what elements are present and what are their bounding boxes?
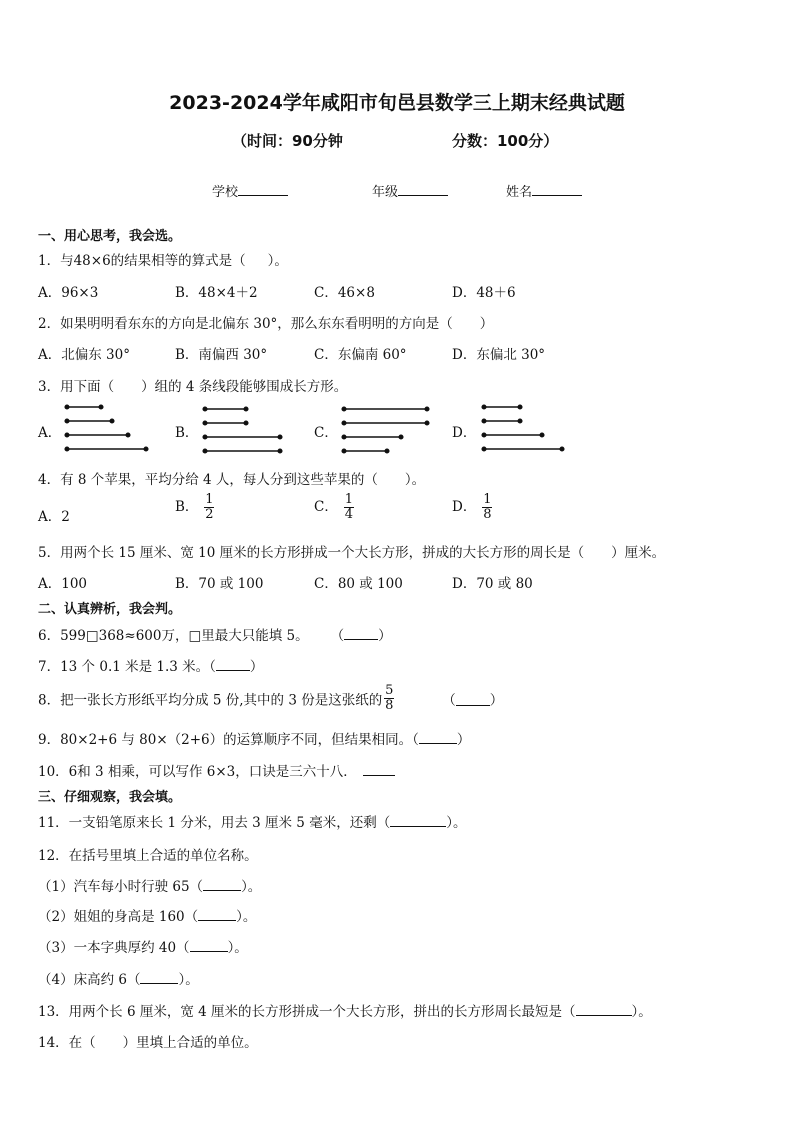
question-7: 7．13 个 0.1 米是 1.3 米。（ ） [38,659,264,675]
q12-item: （2）姐姐的身高是 160（ ）。 [38,909,257,925]
q5-option-a[interactable]: A．100 [38,576,88,592]
time-label: （时间：90分钟 [232,132,343,150]
fraction: $\frac{1}{4}$ [344,492,353,522]
question-9: 9．80×2+6 与 80×（2+6）的运算顺序不同，但结果相同。（ ） [38,732,471,748]
fraction: $\frac{5}{8}$ [385,683,394,713]
question-3: 3．用下面（ ）组的 4 条线段能够围成长方形。 [38,379,348,395]
question-10: 10．6和 3 相乘，可以写作 6×3，口诀是三六十八． [38,760,395,780]
answer-blank[interactable] [419,730,457,744]
section-heading: 三、仔细观察，我会填。 [38,790,182,805]
q3-option-b[interactable]: B． [175,425,199,441]
q2-option-d[interactable]: D．东偏北 30° [452,347,546,363]
answer-blank[interactable] [363,762,395,776]
name-field[interactable] [506,181,582,200]
q5-option-c[interactable]: C．80 或 100 [314,576,403,592]
question-5: 5．用两个长 15 厘米、宽 10 厘米的长方形拼成一个大长方形，拼成的大长方形的周长是（ ）厘米。 [38,545,666,561]
q1-option-a[interactable]: A．96×3 [38,285,99,301]
section-heading: 二、认真辨析，我会判。 [38,602,182,617]
q4-option-d[interactable]: D． $\frac{1}{8}$ [452,492,492,522]
fraction: $\frac{1}{2}$ [205,492,214,522]
answer-blank[interactable] [390,813,446,827]
q5-option-b[interactable]: B．70 或 100 [175,576,264,592]
name-label: 姓名 [506,185,533,200]
question-14: 14．在（ ）里填上合适的单位。 [38,1035,258,1051]
question-4: 4．有 8 个苹果，平均分给 4 人，每人分到这些苹果的（ ）。 [38,472,426,488]
answer-blank[interactable] [216,657,250,671]
question-8: 8．把一张长方形纸平均分成 5 份,其中的 3 份是这张纸的 $\frac{5}{8}$ （ ） [38,683,504,713]
segment-group-b [198,402,298,458]
q5-option-d[interactable]: D．70 或 80 [452,576,533,592]
question-13: 13．用两个长 6 厘米，宽 4 厘米的长方形拼成一个大长方形，拼出的长方形周长最短是（ ）。 [38,1004,652,1020]
q3-option-d[interactable]: D． [452,425,477,441]
q2-option-a[interactable]: A．北偏东 30° [38,347,130,363]
q1-option-c[interactable]: C．46×8 [314,285,375,301]
q3-option-c[interactable]: C． [314,425,338,441]
q12-item: （1）汽车每小时行驶 65（ ）。 [38,879,262,895]
question-2: 2．如果明明看东东的方向是北偏东 30°，那么东东看明明的方向是（ ） [38,316,494,332]
answer-blank[interactable] [198,907,236,921]
q2-option-c[interactable]: C．东偏南 60° [314,347,407,363]
grade-field[interactable] [372,181,448,200]
q2-option-b[interactable]: B．南偏西 30° [175,347,268,363]
section-heading: 一、用心思考，我会选。 [38,229,182,244]
answer-blank[interactable] [190,938,228,952]
school-label: 学校 [212,185,239,200]
school-field[interactable] [212,181,288,200]
answer-blank[interactable] [203,877,241,891]
score-label: 分数：100分） [452,132,559,150]
segment-group-d [477,400,577,456]
answer-blank[interactable] [140,970,178,984]
segment-group-a [60,400,160,456]
q3-option-a[interactable]: A． [38,425,62,441]
grade-label: 年级 [372,185,399,200]
answer-blank[interactable] [344,626,378,640]
answer-blank[interactable] [576,1002,632,1016]
question-1: 1．与48×6的结果相等的算式是（ ）。 [38,253,288,269]
page-title: 2023-2024学年咸阳市旬邑县数学三上期末经典试题 [169,92,625,114]
q1-option-b[interactable]: B．48×4＋2 [175,285,258,301]
question-11: 11．一支铅笔原来长 1 分米，用去 3 厘米 5 毫米，还剩（ ）。 [38,815,467,831]
answer-blank[interactable] [456,692,490,706]
question-12: 12．在括号里填上合适的单位名称。 [38,848,258,864]
question-6: 6．599□368≈600万，□里最大只能填 5。 （ ） [38,628,392,644]
q4-option-b[interactable]: B． $\frac{1}{2}$ [175,492,214,522]
q4-option-c[interactable]: C． $\frac{1}{4}$ [314,492,353,522]
segment-group-c [337,402,437,458]
fraction: $\frac{1}{8}$ [483,492,492,522]
q12-item: （3）一本字典厚约 40（ ）。 [38,940,248,956]
q12-item: （4）床高约 6（ ）。 [38,972,199,988]
q1-option-d[interactable]: D．48＋6 [452,285,516,301]
q4-option-a[interactable]: A．2 [38,509,70,525]
